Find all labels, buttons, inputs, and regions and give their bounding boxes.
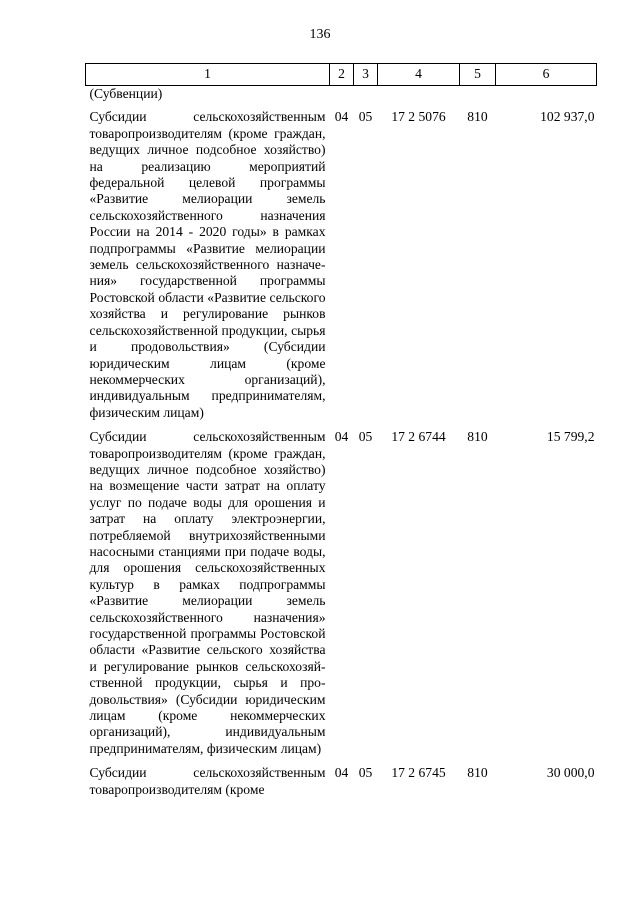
row-description: Субсидии сельскохозяйственным товаропроизводителям (кроме граждан, ведущих личное подсобное хозяйство) на возмещение части затрат на оплату услуг по подаче воды для орошения и затрат на оплату электроэнергии, потребляемой внутрихозяйственными насосными станциями при подаче воды, для орошения сельскохозяйственных культур в рамках подпрограммы «Развитие мелиорации земель сельскохозяйственного назначения» государственной программы Ростовской области «Развитие сельского хозяйства и регулирование рынков сельскохозяйственной продукции, сырья и продовольствия» (Субсидии юридическим лицам (кроме некоммерческих организаций), индивидуальным предпринимателям, физическим лицам) bbox=[89, 429, 326, 756]
column-header-6: 6 bbox=[496, 64, 597, 86]
row-target-code: 17 2 5076 bbox=[391, 109, 446, 125]
continuation-row bbox=[86, 86, 597, 110]
table-header-row bbox=[86, 64, 597, 86]
row-expense-type: 810 bbox=[467, 765, 488, 781]
continuation-text: (Субвенции) bbox=[89, 86, 163, 101]
column-header-2: 2 bbox=[330, 64, 354, 86]
row-section: 04 bbox=[334, 429, 349, 445]
row-description: Субсидии сельскохозяйственным товаропроизводителям (кроме bbox=[89, 765, 326, 797]
row-target-code: 17 2 6744 bbox=[391, 429, 446, 445]
row-description: Субсидии сельскохозяйственным товаропроизводителям (кроме граждан, ведущих личное подсобное хозяйство) на реализацию мероприятий федеральной целевой программы «Развитие мелиорации земель сельскохозяйственного назначения России на 2014 - 2020 годы» в рамках подпрограммы «Развитие мелиорации земель сельскохозяйственного назначения» государственной программы Ростовской области «Развитие сельского хозяйства и регулирование рынков сельскохозяйственной продукции, сырья и продовольствия» (Субсидии юридическим лицам (кроме некоммерческих организаций), индивидуальным предпринимателям, физическим лицам) bbox=[89, 109, 326, 420]
row-section: 04 bbox=[334, 765, 349, 781]
column-header-4: 4 bbox=[378, 64, 460, 86]
column-header-1: 1 bbox=[86, 64, 330, 86]
row-target-code: 17 2 6745 bbox=[391, 765, 446, 781]
budget-table bbox=[85, 63, 597, 798]
row-subsection: 05 bbox=[358, 109, 373, 125]
column-header-3: 3 bbox=[354, 64, 378, 86]
row-subsection: 05 bbox=[358, 765, 373, 781]
table-row bbox=[86, 109, 597, 429]
row-expense-type: 810 bbox=[467, 429, 488, 445]
row-amount: 15 799,2 bbox=[546, 429, 595, 445]
page-number: 136 bbox=[309, 27, 331, 42]
column-header-5: 5 bbox=[460, 64, 496, 86]
table-row bbox=[86, 429, 597, 765]
row-amount: 30 000,0 bbox=[546, 765, 595, 781]
row-amount: 102 937,0 bbox=[540, 109, 595, 125]
table-row bbox=[86, 765, 597, 798]
row-expense-type: 810 bbox=[467, 109, 488, 125]
row-subsection: 05 bbox=[358, 429, 373, 445]
row-section: 04 bbox=[334, 109, 349, 125]
